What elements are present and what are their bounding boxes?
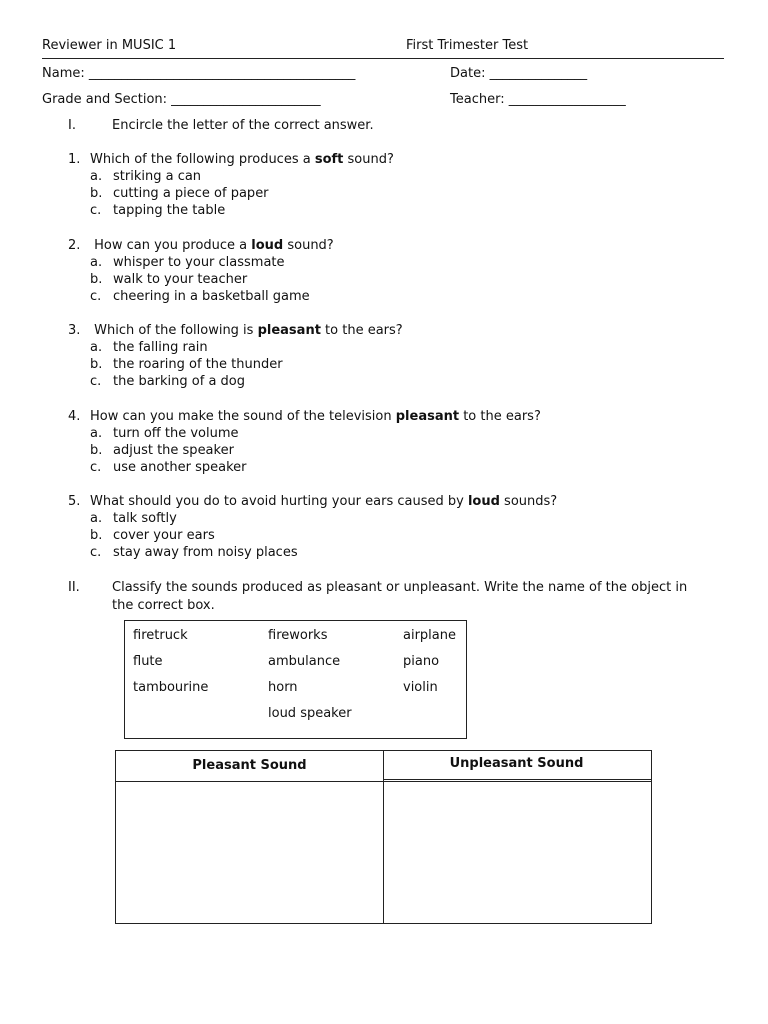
choice-letter[interactable]: c.: [90, 545, 102, 560]
part1-instruction: Encircle the letter of the correct answer.: [112, 118, 374, 133]
choice-letter[interactable]: a.: [90, 340, 103, 355]
part1-numeral: I.: [68, 118, 76, 133]
question-keyword: pleasant: [395, 409, 460, 424]
choice-letter[interactable]: c.: [90, 289, 102, 304]
choice-text: the falling rain: [113, 340, 208, 355]
table-header-rule-right: [383, 779, 651, 780]
answer-choice[interactable]: [90, 511, 177, 526]
question-keyword: soft: [314, 152, 344, 167]
question-text-end: to the ears?: [459, 409, 541, 424]
choice-letter[interactable]: b.: [90, 272, 103, 287]
question-5: [68, 494, 557, 509]
question-keyword: pleasant: [257, 323, 321, 338]
answer-choice[interactable]: [90, 374, 245, 389]
part2-instruction-line2: the correct box.: [112, 598, 215, 613]
question-text: How can you make the sound of the television: [90, 409, 396, 424]
question-number: 4.: [68, 409, 81, 424]
part2-numeral: II.: [68, 580, 80, 595]
word-bank-item: flute: [133, 654, 163, 669]
choice-letter[interactable]: b.: [90, 528, 103, 543]
question-text-end: to the ears?: [320, 323, 403, 338]
choice-letter[interactable]: a.: [90, 169, 103, 184]
word-bank-item: airplane: [403, 628, 456, 643]
choice-letter[interactable]: b.: [90, 443, 103, 458]
date-field: Date: _______________: [450, 66, 588, 81]
choice-text: use another speaker: [113, 460, 247, 475]
choice-text: the barking of a dog: [113, 374, 246, 389]
word-bank-box: [124, 620, 467, 739]
answer-choice[interactable]: [90, 545, 298, 560]
choice-text: the roaring of the thunder: [113, 357, 283, 372]
choice-letter[interactable]: b.: [90, 357, 103, 372]
grade-section-field: Grade and Section: _______________________: [42, 92, 321, 107]
classification-table: [115, 750, 652, 924]
pleasant-sound-header: Pleasant Sound: [192, 758, 307, 773]
part2-instruction-line1: Classify the sounds produced as pleasant or unpleasant. Write the name of the object in: [112, 580, 688, 595]
question-text-end: sound?: [343, 152, 394, 167]
word-bank-item: tambourine: [133, 680, 209, 695]
unpleasant-sound-header: Unpleasant Sound: [449, 756, 584, 771]
question-keyword: loud: [467, 494, 500, 509]
choice-letter[interactable]: a.: [90, 255, 103, 270]
word-bank-item: loud speaker: [268, 706, 352, 721]
choice-letter[interactable]: c.: [90, 374, 102, 389]
choice-text: walk to your teacher: [113, 272, 248, 287]
answer-choice[interactable]: [90, 443, 234, 458]
choice-text: adjust the speaker: [113, 443, 234, 458]
question-number: 3.: [68, 323, 81, 338]
answer-choice[interactable]: [90, 272, 247, 287]
teacher-field: Teacher: __________________: [450, 92, 626, 107]
question-text: How can you produce a: [90, 238, 252, 253]
question-4: [68, 409, 541, 424]
choice-text: stay away from noisy places: [113, 545, 298, 560]
choice-text: talk softly: [113, 511, 177, 526]
word-bank-item: violin: [403, 680, 438, 695]
word-bank-item: firetruck: [133, 628, 188, 643]
pleasant-sound-answer-area[interactable]: [120, 787, 378, 917]
question-number: 5.: [68, 494, 81, 509]
question-2: [68, 238, 334, 253]
question-number: 2.: [68, 238, 81, 253]
answer-choice[interactable]: [90, 340, 208, 355]
question-text: Which of the following produces a: [90, 152, 315, 167]
choice-letter[interactable]: c.: [90, 460, 102, 475]
choice-letter[interactable]: c.: [90, 203, 102, 218]
header-rule: [42, 58, 724, 59]
test-title: First Trimester Test: [406, 38, 529, 53]
name-field: Name: _________________________________________: [42, 66, 356, 81]
answer-choice[interactable]: [90, 357, 283, 372]
question-1: [68, 152, 394, 167]
answer-choice[interactable]: [90, 528, 215, 543]
choice-text: cover your ears: [113, 528, 215, 543]
answer-choice[interactable]: [90, 289, 310, 304]
answer-choice[interactable]: [90, 169, 201, 184]
question-text-end: sound?: [283, 238, 334, 253]
answer-choice[interactable]: [90, 255, 285, 270]
word-bank-item: ambulance: [268, 654, 341, 669]
choice-text: cutting a piece of paper: [113, 186, 269, 201]
answer-choice[interactable]: [90, 203, 225, 218]
choice-letter[interactable]: b.: [90, 186, 103, 201]
question-text: What should you do to avoid hurting your ears caused by: [90, 494, 468, 509]
unpleasant-sound-answer-area[interactable]: [388, 787, 646, 917]
choice-text: striking a can: [113, 169, 202, 184]
question-text-end: sounds?: [499, 494, 558, 509]
word-bank-item: fireworks: [268, 628, 328, 643]
choice-text: whisper to your classmate: [113, 255, 285, 270]
table-column-divider: [383, 751, 384, 923]
question-number: 1.: [68, 152, 81, 167]
answer-choice[interactable]: [90, 186, 269, 201]
choice-text: turn off the volume: [113, 426, 239, 441]
question-keyword: loud: [251, 238, 284, 253]
word-bank-item: horn: [268, 680, 298, 695]
document-title: Reviewer in MUSIC 1: [42, 38, 177, 53]
question-3: [68, 323, 403, 338]
word-bank-item: piano: [403, 654, 440, 669]
answer-choice[interactable]: [90, 460, 247, 475]
choice-letter[interactable]: a.: [90, 426, 103, 441]
choice-text: cheering in a basketball game: [113, 289, 310, 304]
choice-letter[interactable]: a.: [90, 511, 103, 526]
choice-text: tapping the table: [113, 203, 226, 218]
answer-choice[interactable]: [90, 426, 239, 441]
question-text: Which of the following is: [90, 323, 258, 338]
